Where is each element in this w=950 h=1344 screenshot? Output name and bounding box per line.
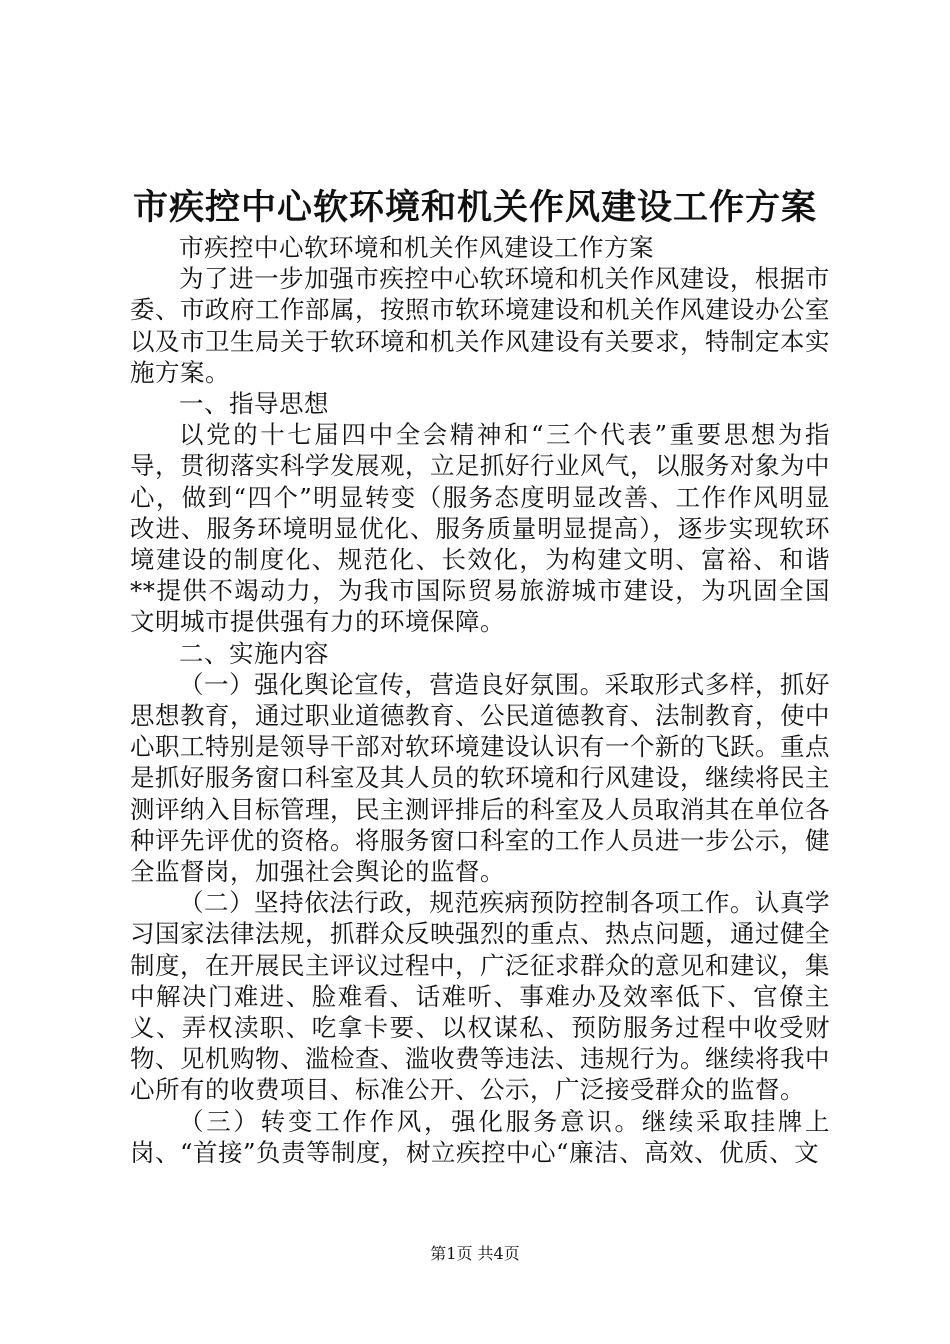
section-heading-implementation: 二、实施内容 — [179, 638, 329, 668]
document-body — [130, 232, 830, 1168]
section-heading-guiding-thought: 一、指导思想 — [179, 389, 329, 419]
document-title: 市疾控中心软环境和机关作风建设工作方案 — [132, 187, 817, 228]
implementation-item-1: （一）强化舆论宣传，营造良好氛围。采取形式多样，抓好思想教育，通过职业道德教育、公民道德教育、法制教育，使中心职工特别是领导干部对软环境建设认识有一个新的飞跃。重点是抓好服务窗口科室及其人员的软环境和行风建设，继续将民主测评纳入目标管理，民主测评排后的科室及人员取消其在单位各种评先评优的资格。将服务窗口科室的工作人员进一步公示，健全监督岗，加强社会舆论的监督。 — [130, 669, 830, 887]
intro-paragraph: 为了进一步加强市疾控中心软环境和机关作风建设，根据市委、市政府工作部属，按照市软环境建设和机关作风建设办公室以及市卫生局关于软环境和机关作风建设有关要求，特制定本实施方案。 — [130, 264, 830, 387]
page-number-footer: 第1页 共4页 — [430, 1244, 520, 1263]
implementation-item-2: （二）坚持依法行政，规范疾病预防控制各项工作。认真学习国家法律法规，抓群众反映强烈的重点、热点问题，通过健全制度，在开展民主评议过程中，广泛征求群众的意见和建议，集中解决门难进、脸难看、话难听、事难办及效率低下、官僚主义、弄权渎职、吃拿卡要、以权谋私、预防服务过程中收受财物、见机购物、滥检查、滥收费等违法、违规行为。继续将我中心所有的收费项目、标准公开、公示，广泛接受群众的监督。 — [130, 888, 830, 1105]
subtitle-paragraph: 市疾控中心软环境和机关作风建设工作方案 — [179, 233, 654, 262]
guiding-thought-paragraph: 以党的十七届四中全会精神和“三个代表”重要思想为指导，贯彻落实科学发展观，立足抓好行业风气，以服务对象为中心，做到“四个”明显转变（服务态度明显改善、工作作风明显改进、服务环境明显优化、服务质量明显提高），逐步实现软环境建设的制度化、规范化、长效化，为构建文明、富裕、和谐**提供不竭动力，为我市国际贸易旅游城市建设，为巩固全国文明城市提供强有力的环境保障。 — [130, 420, 830, 637]
implementation-item-3: （三）转变工作作风，强化服务意识。继续采取挂牌上岗、“首接”负责等制度，树立疾控中心“廉洁、高效、优质、文 — [130, 1106, 830, 1167]
